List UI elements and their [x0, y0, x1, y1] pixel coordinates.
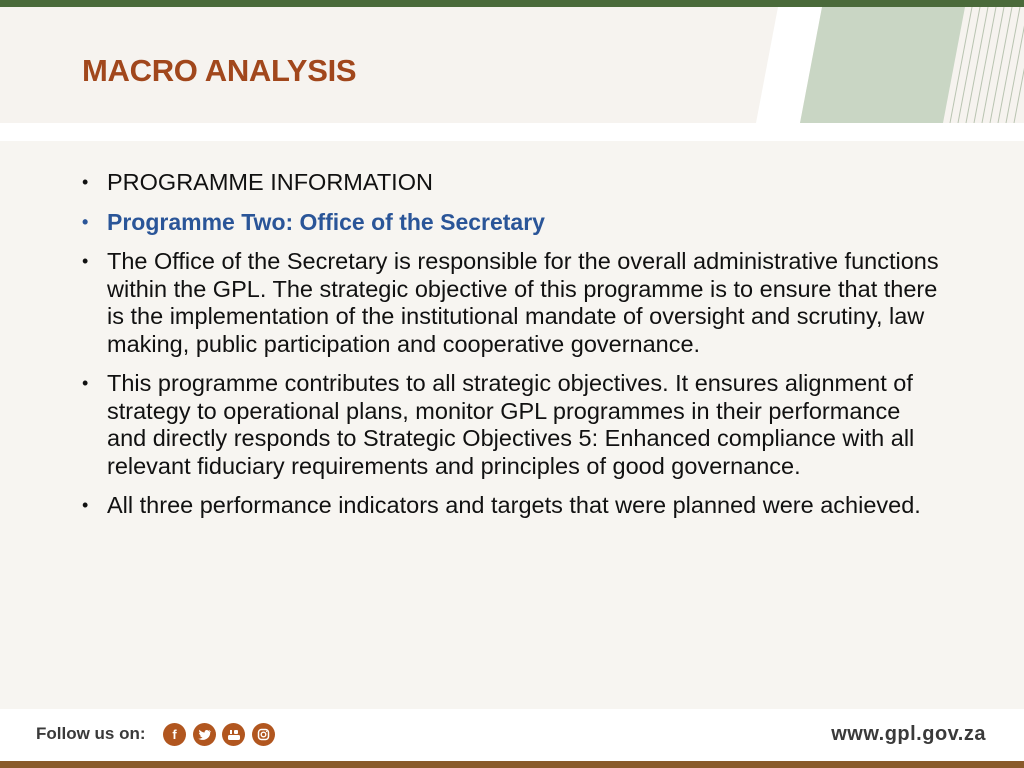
bullet-item-heading [82, 209, 942, 237]
bullet-text: Programme Two: Office of the Secretary [107, 208, 545, 235]
facebook-icon[interactable]: f [163, 723, 186, 746]
bullet-marker: • [82, 211, 89, 232]
bullet-list [82, 169, 942, 532]
bullet-text: This programme contributes to all strategic objectives. It ensures alignment of strategy to operational plans, monitor GPL programmes in their performance and directly responds to Strategic Objectives 5: Enhanced compliance with all relevant fiduciary requirements and principles of good governance. [107, 370, 915, 479]
slide-header [0, 7, 1024, 123]
bullet-item [82, 492, 942, 520]
header-divider [0, 123, 1024, 141]
slide-content [0, 141, 1024, 709]
bullet-marker: • [82, 251, 89, 271]
bullet-marker: • [82, 373, 89, 393]
bullet-item [82, 169, 942, 197]
bullet-marker: • [82, 495, 89, 515]
bullet-item [82, 370, 942, 480]
follow-us-label: Follow us on: [36, 724, 146, 743]
youtube-icon[interactable] [222, 723, 245, 746]
bullet-marker: • [82, 172, 89, 192]
twitter-icon[interactable] [193, 723, 216, 746]
bullet-text: PROGRAMME INFORMATION [107, 169, 433, 195]
page-title: MACRO ANALYSIS [82, 53, 357, 88]
bottom-accent-bar [0, 761, 1024, 768]
website-link[interactable]: www.gpl.gov.za [831, 723, 986, 745]
top-accent-bar [0, 0, 1024, 7]
bullet-text: The Office of the Secretary is responsible for the overall administrative functions within the GPL. The strategic objective of this programme is to ensure that there is the implementation of the institutional mandate of oversight and scrutiny, law making, public participation and cooperative governance. [107, 248, 939, 357]
bullet-item [82, 248, 942, 358]
slide-footer [0, 709, 1024, 761]
instagram-icon[interactable] [252, 723, 275, 746]
bullet-text: All three performance indicators and targets that were planned were achieved. [107, 492, 921, 518]
